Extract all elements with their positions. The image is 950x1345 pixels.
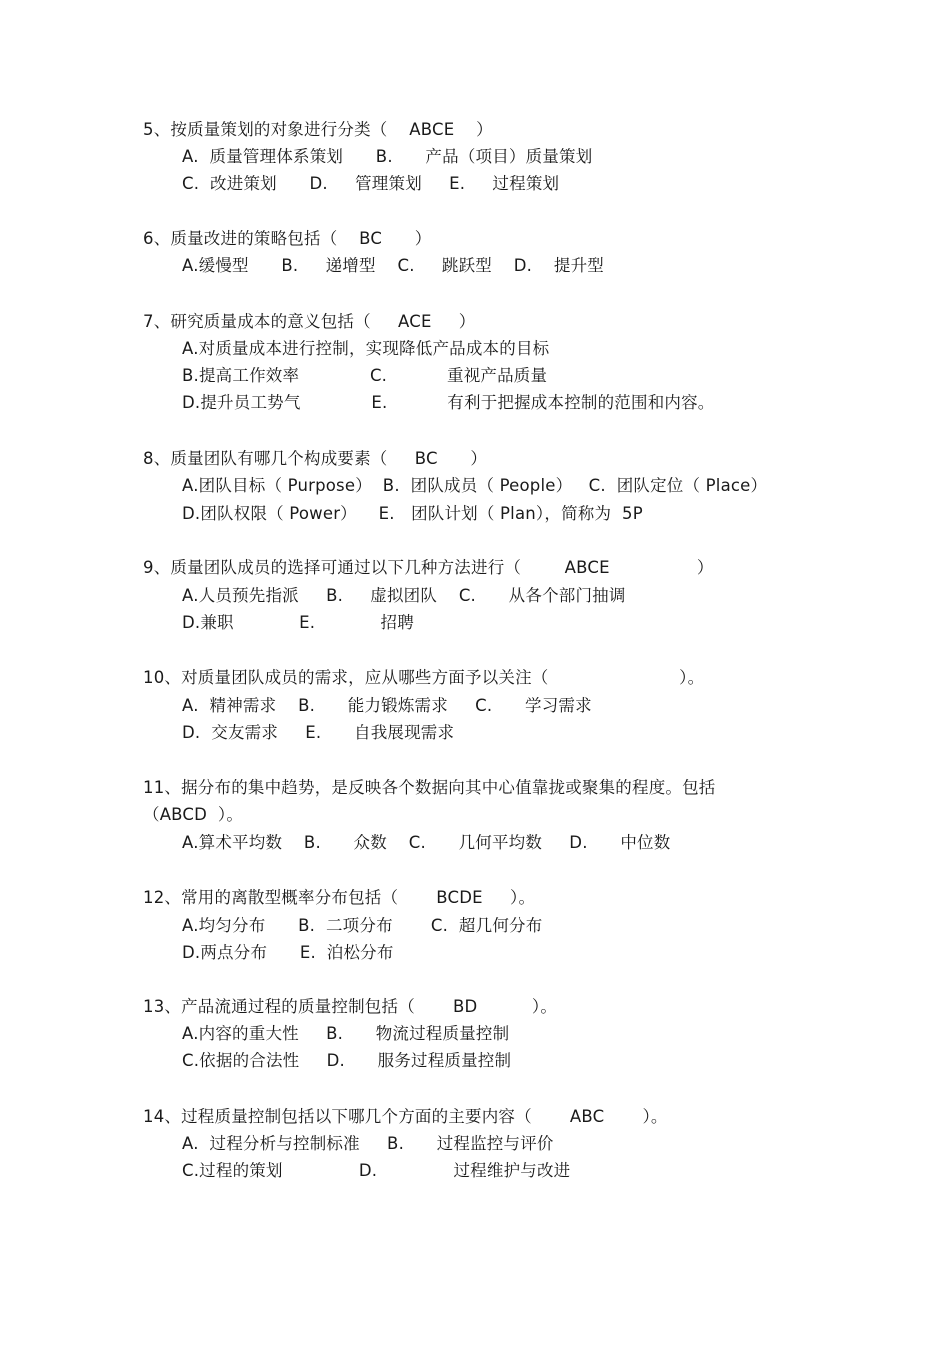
question-9-options-2: D.兼职 E. 招聘	[182, 613, 414, 632]
question-11: 11、据分布的集中趋势，是反映各个数据向其中心值靠拢或聚集的程度。包括	[143, 778, 716, 797]
question-6: 6、质量改进的策略包括（ BC ）	[143, 229, 432, 248]
question-10: 10、对质量团队成员的需求，应从哪些方面予以关注（ ）。	[143, 668, 705, 687]
question-5: 5、按质量策划的对象进行分类（ ABCE ）	[143, 120, 493, 139]
question-8: 8、质量团队有哪几个构成要素（ BC ）	[143, 449, 488, 468]
question-14: 14、过程质量控制包括以下哪几个方面的主要内容（ ABC ）。	[143, 1107, 668, 1126]
question-11-options-1: A.算术平均数 B. 众数 C. 几何平均数 D. 中位数	[182, 833, 671, 852]
question-8-options-1: A.团队目标（ Purpose） B. 团队成员（ People） C. 团队定位（ Place）	[182, 476, 768, 495]
question-5-options-2: C. 改进策划 D. 管理策划 E. 过程策划	[182, 174, 560, 193]
question-7-options-1: A.对质量成本进行控制，实现降低产品成本的目标	[182, 339, 550, 358]
question-14-options-1: A. 过程分析与控制标准 B. 过程监控与评价	[182, 1134, 554, 1153]
question-13-options-2: C.依据的合法性 D. 服务过程质量控制	[182, 1051, 512, 1070]
question-7: 7、研究质量成本的意义包括（ ACE ）	[143, 312, 476, 331]
question-12: 12、常用的离散型概率分布包括（ BCDE ）。	[143, 888, 536, 907]
question-13: 13、产品流通过程的质量控制包括（ BD ）。	[143, 997, 558, 1016]
question-7-options-2: B.提高工作效率 C. 重视产品质量	[182, 366, 548, 385]
question-9-options-1: A.人员预先指派 B. 虚拟团队 C. 从各个部门抽调	[182, 586, 626, 605]
question-9: 9、质量团队成员的选择可通过以下几种方法进行（ ABCE ）	[143, 558, 714, 577]
question-10-options-1: A. 精神需求 B. 能力锻炼需求 C. 学习需求	[182, 696, 592, 715]
question-5-options-1: A. 质量管理体系策划 B. 产品（项目）质量策划	[182, 147, 593, 166]
question-11-line-2: （ABCD ）。	[143, 805, 244, 824]
question-10-options-2: D. 交友需求 E. 自我展现需求	[182, 723, 455, 742]
question-14-options-2: C.过程的策划 D. 过程维护与改进	[182, 1161, 571, 1180]
question-6-options-1: A.缓慢型 B. 递增型 C. 跳跃型 D. 提升型	[182, 256, 604, 275]
question-8-options-2: D.团队权限（ Power） E. 团队计划（ Plan），简称为 5P	[182, 504, 643, 523]
question-12-options-2: D.两点分布 E. 泊松分布	[182, 943, 394, 962]
question-7-options-3: D.提升员工势气 E. 有利于把握成本控制的范围和内容。	[182, 393, 715, 412]
question-13-options-1: A.内容的重大性 B. 物流过程质量控制	[182, 1024, 510, 1043]
question-12-options-1: A.均匀分布 B. 二项分布 C. 超几何分布	[182, 916, 543, 935]
